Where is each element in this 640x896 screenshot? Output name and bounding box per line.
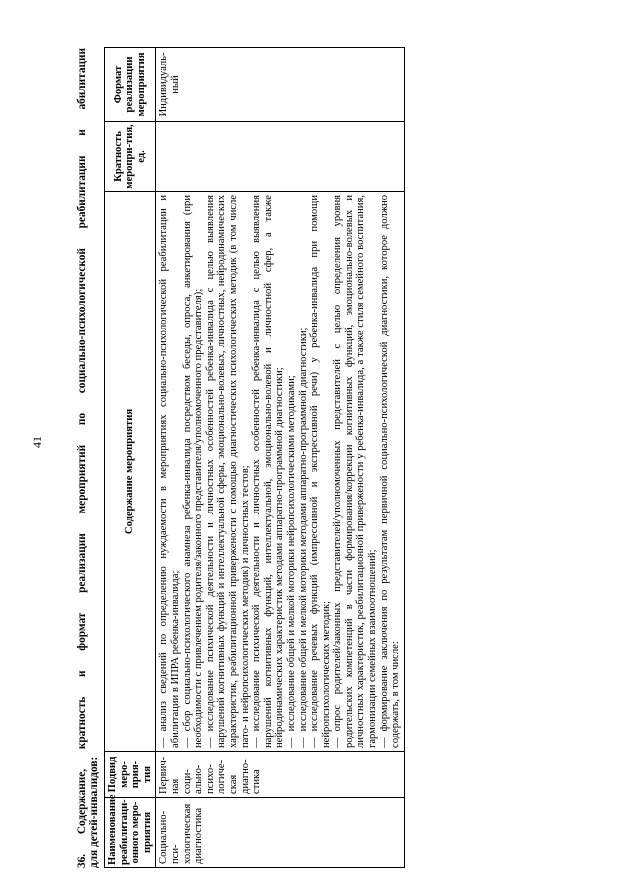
content-item: —анализ сведений по определению нуждаемости в мероприятиях социально-психологической реабилитации и абилитации в ИПРА ребенка-инвалида;	[158, 195, 181, 748]
header-subtype: Подвид меро-прия-тия	[105, 752, 156, 798]
section-heading	[76, 48, 100, 868]
cell-content	[156, 192, 404, 752]
rotated-page-content	[76, 48, 616, 868]
header-content: Содержание мероприятия	[105, 192, 156, 752]
cell-frequency	[156, 122, 404, 192]
content-item: —сбор социально-психологического анамнеза ребенка-инвалида посредством беседы, опроса, анкетирования (при необходимости с привлечением родителя/законного представителя/уполномоченного представителя);	[181, 195, 205, 748]
header-name: Наименование реабилитаци-онного меро-приятия	[105, 798, 156, 868]
content-item: —исследование психической деятельности и личностных особенностей ребенка-инвалида с целью выявления нарушений когнитивных функций и интеллектуальной сферы, эмоционально-волевых, личностных, нейродинамических характеристик, реабилитационной привержености с помощью диагностических психологических методик (в том числе пато- и нейропсихологических методик) и личностных тестов;	[204, 195, 251, 748]
content-item: —исследование общей и мелкой моторики нейропсихологическими методиками;	[285, 375, 297, 748]
content-item: —исследование речевых функций (импрессивной и экспрессивной речи) у ребенка-инвалида при помощи нейропсихологических методик;	[309, 195, 332, 748]
heading-line-1: 36. Содержание, кратность и формат реализации мероприятий по социально-психологической реабилитации и абилитации	[76, 48, 88, 868]
heading-line-2: для детей-инвалидов:	[88, 756, 100, 868]
content-item: —исследование общей и мелкой моторики методами аппаратно-программной диагностики;	[297, 327, 309, 748]
header-format: Формат реализации мероприятия	[105, 48, 156, 122]
header-frequency: Кратность меропри-тия, ед.	[105, 122, 156, 192]
cell-subtype: Первич-ная соци-ально-психо-логиче-ская диагно-стика	[156, 752, 404, 798]
table-row	[156, 48, 404, 868]
content-item: —формирование заключения по результатам первичной социально-психологической диагностики, которое должно содержать, в том числе:	[378, 195, 402, 748]
cell-format: Индивидуаль-ный	[156, 48, 404, 122]
content-item: —исследование психической деятельности и личностных особенностей ребенка-инвалида с целью выявления нарушений когнитивных функций, интеллектуальной, эмоционально-волевой и личностной сфер, а также нейродинамических характеристик методами аппаратно-программной диагностики;	[251, 195, 286, 748]
table-header-row	[105, 48, 156, 868]
measures-table	[104, 47, 405, 868]
page-number: 41	[30, 436, 44, 448]
content-item: —опрос родителей/законных представителей/уполномоченных представителей с целью определения уровня родительских компетенций в части формирования/коррекции когнитивных функций, эмоционально-волевых и личностных характеристик, реабилитационной привержености у ребенка-инвалида, а также стиля семейного воспитания, гармонизации семейных взаимоотношений;	[332, 195, 379, 748]
cell-name: Социально-пси-хологическая диагностика	[156, 798, 404, 868]
